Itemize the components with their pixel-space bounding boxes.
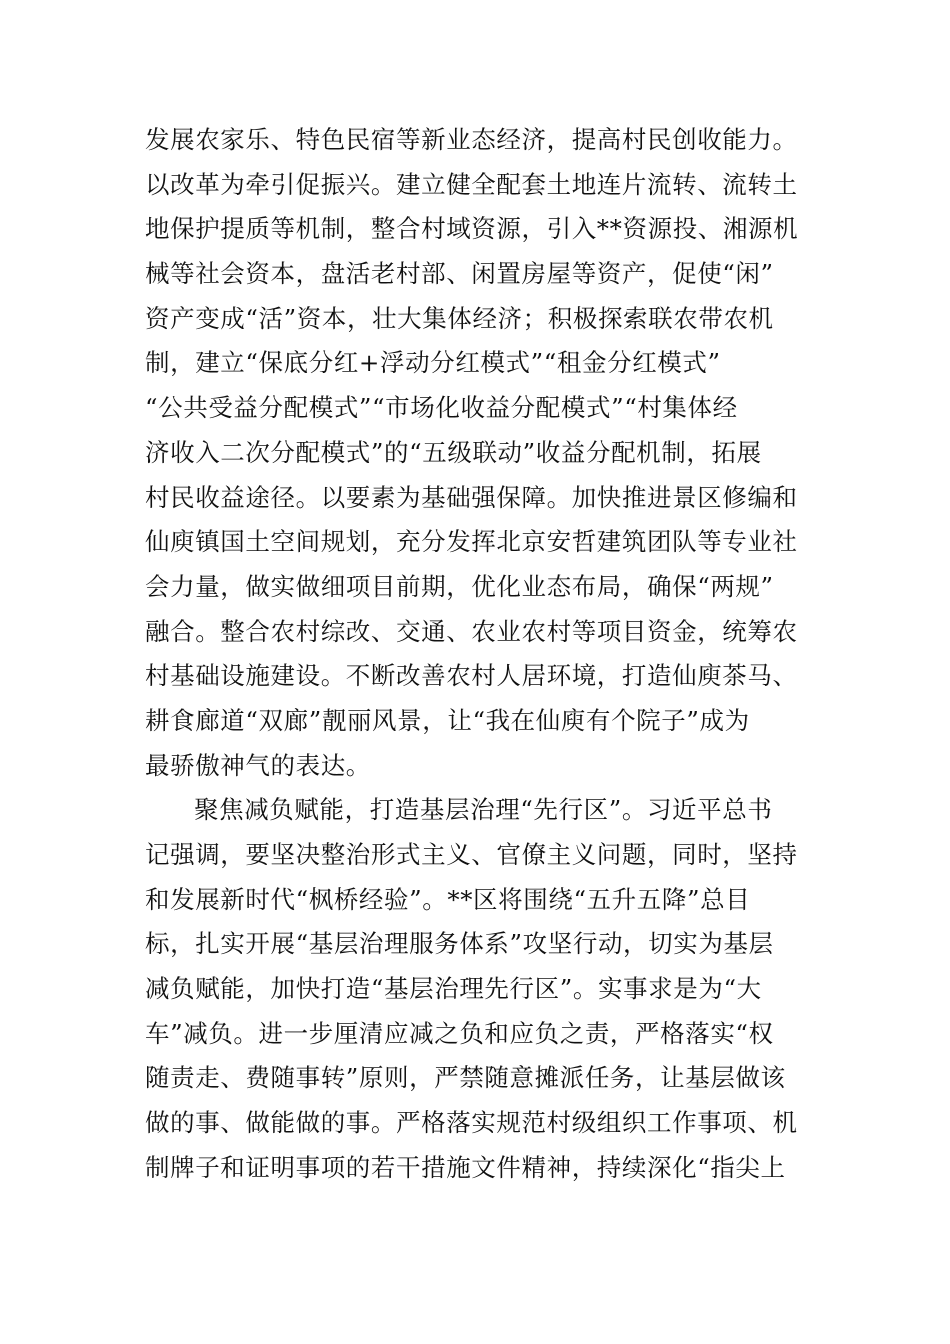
text-line: 械等社会资本，盘活老村部、闲置房屋等资产，促使“闲” xyxy=(145,259,774,289)
text-line: 融合。整合农村综改、交通、农业农村等项目资金，统筹农 xyxy=(145,616,798,646)
text-line: 减负赋能，加快打造“基层治理先行区”。实事求是为“大 xyxy=(145,974,762,1004)
text-line: 随责走、费随事转”原则，严禁随意摊派任务，让基层做该 xyxy=(145,1063,786,1093)
text-line: 发展农家乐、特色民宿等新业态经济，提高村民创收能力。 xyxy=(145,125,798,154)
text-line: 村基础设施建设。不断改善农村人居环境，打造仙庾茶马、 xyxy=(145,661,798,691)
text-line: 资产变成“活”资本，壮大集体经济；积极探索联农带农机 xyxy=(145,303,774,333)
text-line: “公共受益分配模式”“市场化收益分配模式”“村集体经 xyxy=(145,393,738,423)
text-line: 记强调，要坚决整治形式主义、官僚主义问题，同时，坚持 xyxy=(145,840,798,869)
text-line: 以改革为牵引促振兴。建立健全配套土地连片流转、流转土 xyxy=(145,169,798,199)
text-line: 最骄傲神气的表达。 xyxy=(145,750,371,780)
document-body xyxy=(145,118,815,1191)
text-line: 会力量，做实做细项目前期，优化业态布局，确保“两规” xyxy=(145,571,774,601)
text-line: 地保护提质等机制，整合村域资源，引入**资源投、湘源机 xyxy=(145,214,799,244)
text-line: 制，建立“保底分红+浮动分红模式”“租金分红模式” xyxy=(145,348,721,378)
text-line: 制牌子和证明事项的若干措施文件精神，持续深化“指尖上 xyxy=(145,1152,786,1182)
text-line: 济收入二次分配模式”的“五级联动”收益分配机制，拓展 xyxy=(145,437,762,467)
text-line: 车”减负。进一步厘清应减之负和应负之责，严格落实“权 xyxy=(145,1018,774,1048)
text-line: 村民收益途径。以要素为基础强保障。加快推进景区修编和 xyxy=(145,482,798,512)
text-line: 仙庾镇国土空间规划，充分发挥北京安哲建筑团队等专业社 xyxy=(145,527,798,557)
text-line: 耕食廊道“双廊”靓丽风景，让“我在仙庾有个院子”成为 xyxy=(145,705,750,735)
paragraph-2 xyxy=(145,788,815,1190)
text-line: 标，扎实开展“基层治理服务体系”攻坚行动，切实为基层 xyxy=(145,929,774,959)
paragraph-1 xyxy=(145,118,815,788)
text-line: 做的事、做能做的事。严格落实规范村级组织工作事项、机 xyxy=(145,1108,798,1138)
text-line: 和发展新时代“枫桥经验”。**区将围绕“五升五降”总目 xyxy=(145,884,751,914)
text-line-indented: 聚焦减负赋能，打造基层治理“先行区”。习近平总书 xyxy=(194,795,773,825)
